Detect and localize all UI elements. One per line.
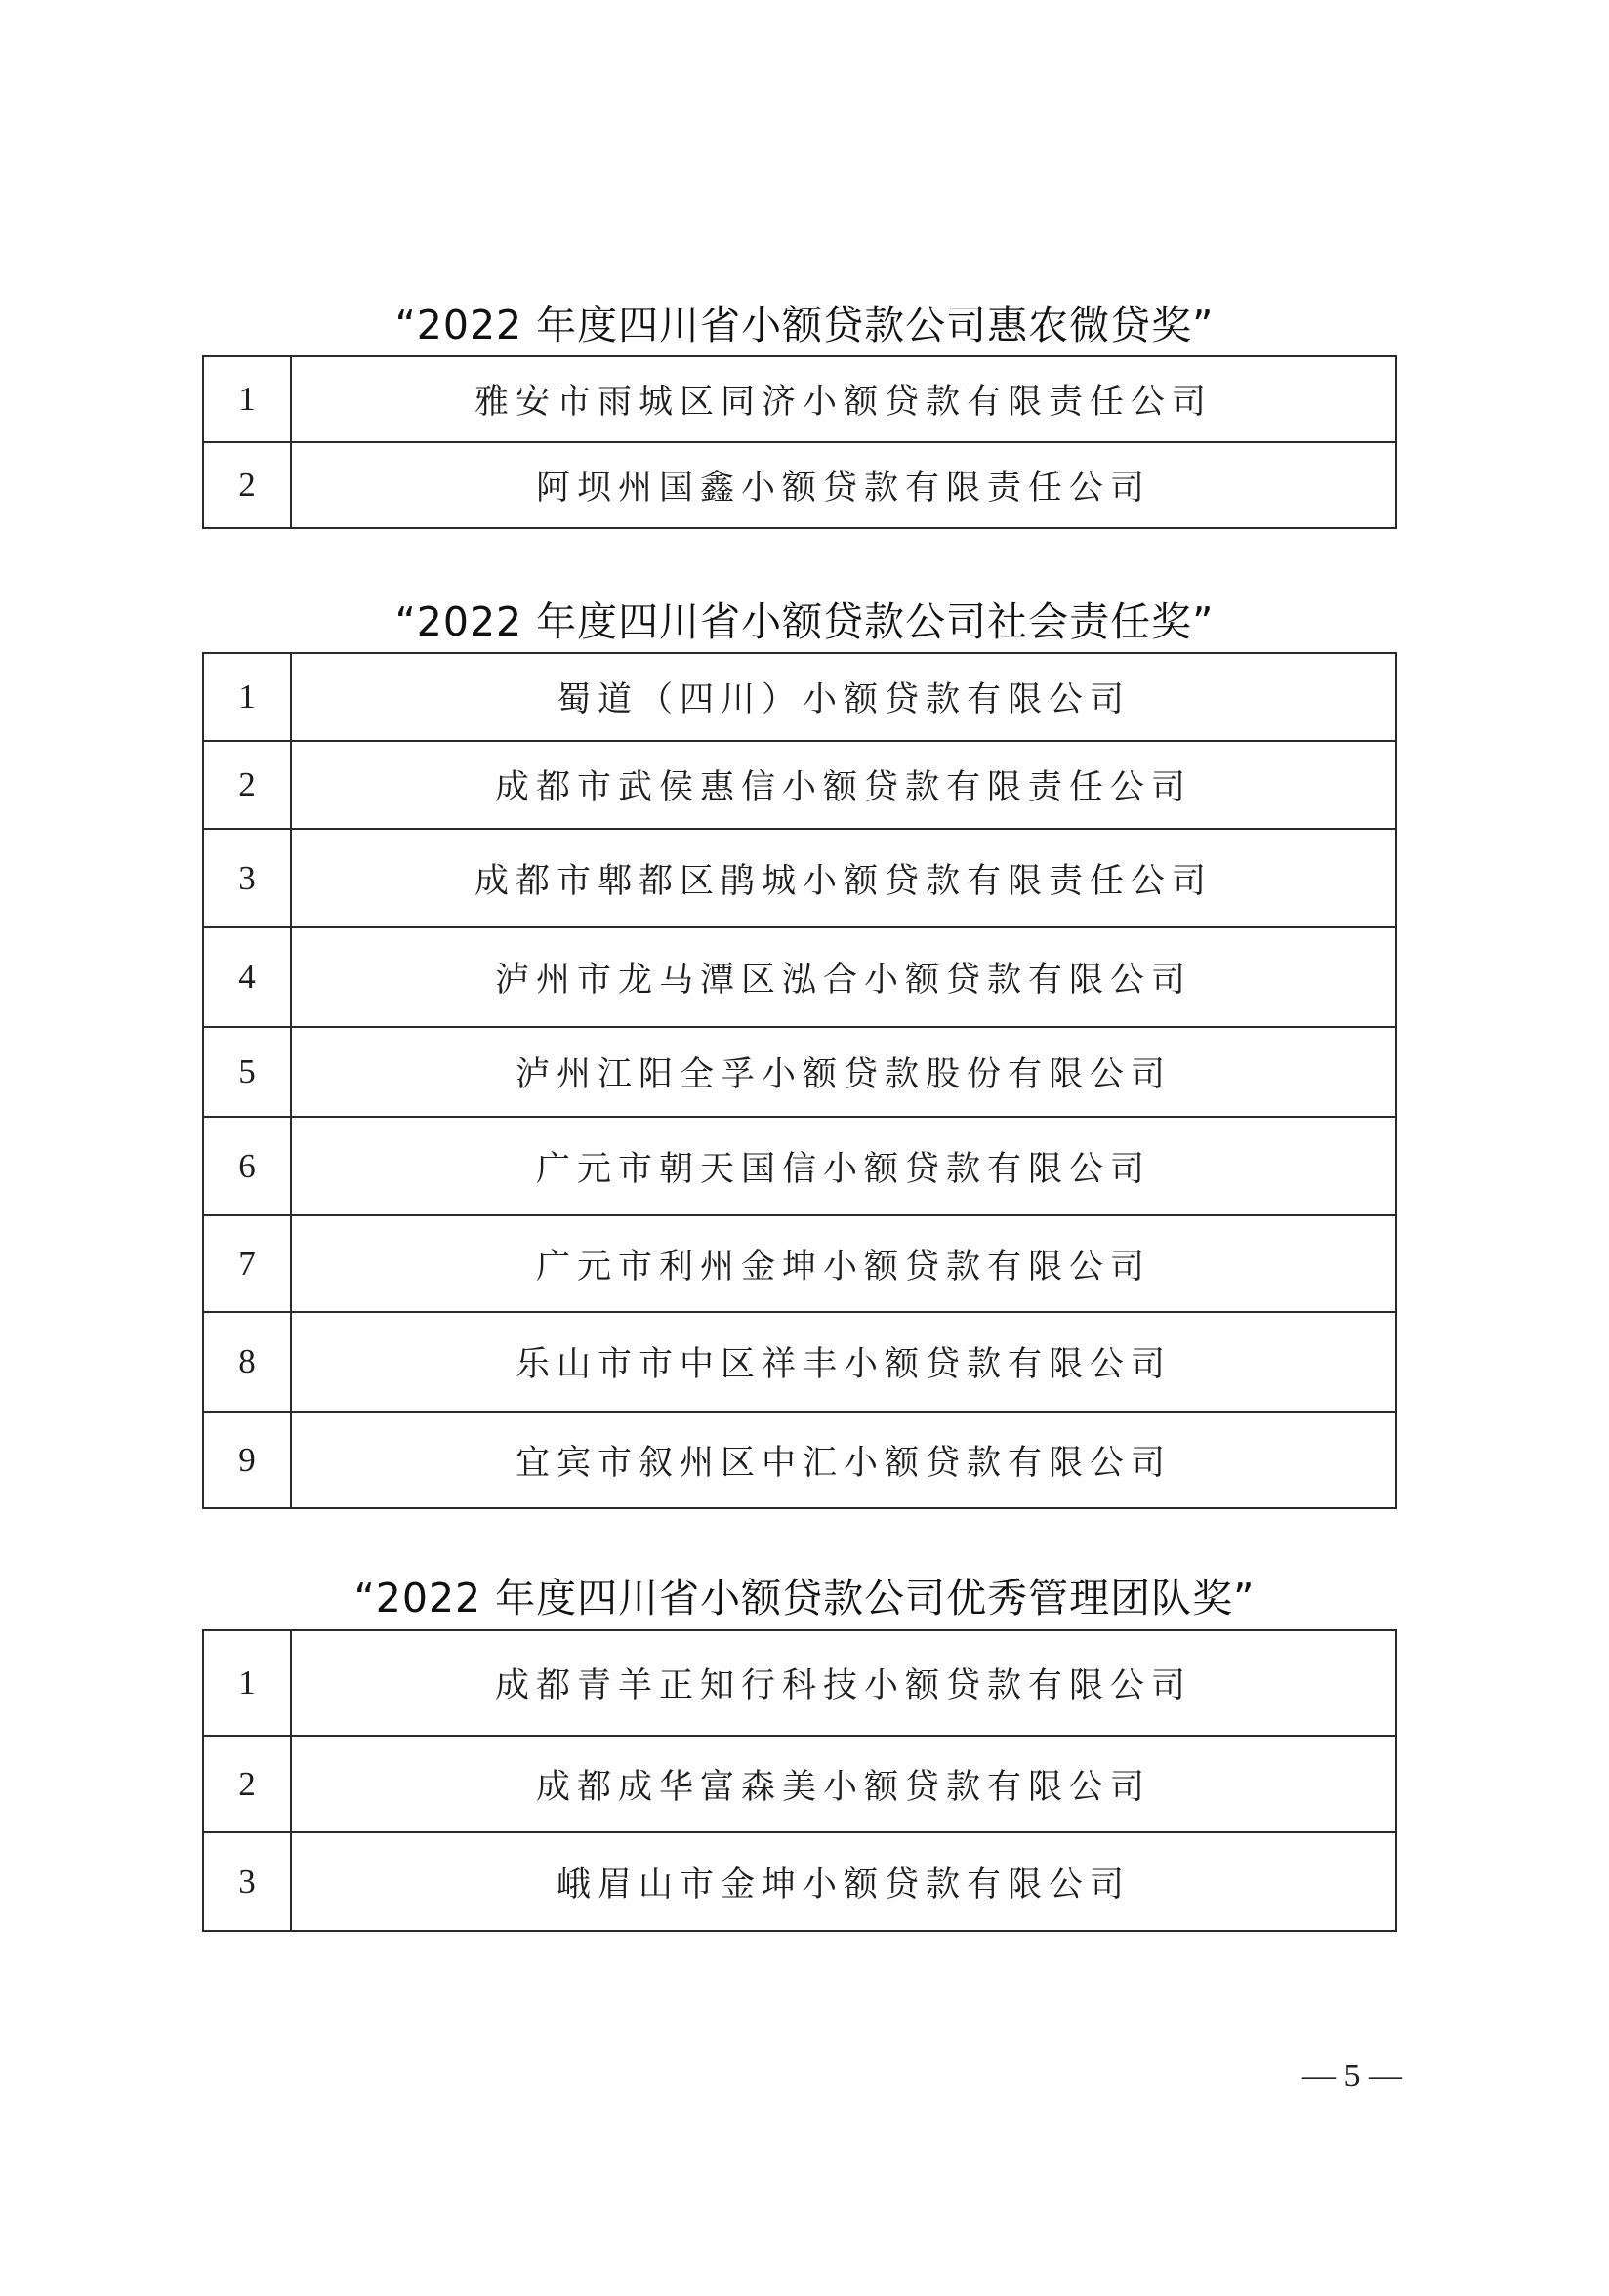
company-name: 成都市郫都区鹃城小额贷款有限责任公司 (291, 829, 1396, 927)
row-number: 2 (203, 1736, 291, 1832)
section-title-huinong: “2022 年度四川省小额贷款公司惠农微贷奖” (394, 302, 1215, 348)
company-name: 泸州江阳全孚小额贷款股份有限公司 (291, 1027, 1396, 1117)
table-row (203, 356, 1396, 442)
row-number: 5 (203, 1027, 291, 1117)
page-number: — 5 — (1302, 2058, 1402, 2094)
section-title-social-responsibility: “2022 年度四川省小额贷款公司社会责任奖” (394, 598, 1215, 645)
table-row (203, 1630, 1396, 1736)
company-name: 成都成华富森美小额贷款有限公司 (291, 1736, 1396, 1832)
table-row (203, 1117, 1396, 1215)
row-number: 1 (203, 356, 291, 442)
award-table-social-responsibility (202, 652, 1397, 1509)
row-number: 3 (203, 1832, 291, 1931)
table-row (203, 1312, 1396, 1412)
row-number: 6 (203, 1117, 291, 1215)
company-name: 阿坝州国鑫小额贷款有限责任公司 (291, 442, 1396, 528)
company-name: 雅安市雨城区同济小额贷款有限责任公司 (291, 356, 1396, 442)
company-name: 广元市利州金坤小额贷款有限公司 (291, 1215, 1396, 1312)
row-number: 2 (203, 442, 291, 528)
table-row (203, 1832, 1396, 1931)
company-name: 宜宾市叙州区中汇小额贷款有限公司 (291, 1412, 1396, 1508)
table-row (203, 653, 1396, 741)
section-title-management-team: “2022 年度四川省小额贷款公司优秀管理团队奖” (353, 1575, 1256, 1621)
award-table-management-team (202, 1629, 1397, 1932)
table-row (203, 442, 1396, 528)
company-name: 成都市武侯惠信小额贷款有限责任公司 (291, 741, 1396, 829)
table-row (203, 1412, 1396, 1508)
row-number: 2 (203, 741, 291, 829)
table-row (203, 1027, 1396, 1117)
table-row (203, 1736, 1396, 1832)
table-row (203, 1215, 1396, 1312)
company-name: 广元市朝天国信小额贷款有限公司 (291, 1117, 1396, 1215)
row-number: 1 (203, 653, 291, 741)
company-name: 成都青羊正知行科技小额贷款有限公司 (291, 1630, 1396, 1736)
row-number: 1 (203, 1630, 291, 1736)
table-row (203, 741, 1396, 829)
table-row (203, 927, 1396, 1027)
award-table-huinong (202, 355, 1397, 529)
company-name: 乐山市市中区祥丰小额贷款有限公司 (291, 1312, 1396, 1412)
company-name: 峨眉山市金坤小额贷款有限公司 (291, 1832, 1396, 1931)
row-number: 9 (203, 1412, 291, 1508)
company-name: 泸州市龙马潭区泓合小额贷款有限公司 (291, 927, 1396, 1027)
row-number: 4 (203, 927, 291, 1027)
row-number: 3 (203, 829, 291, 927)
row-number: 7 (203, 1215, 291, 1312)
row-number: 8 (203, 1312, 291, 1412)
company-name: 蜀道（四川）小额贷款有限公司 (291, 653, 1396, 741)
table-row (203, 829, 1396, 927)
